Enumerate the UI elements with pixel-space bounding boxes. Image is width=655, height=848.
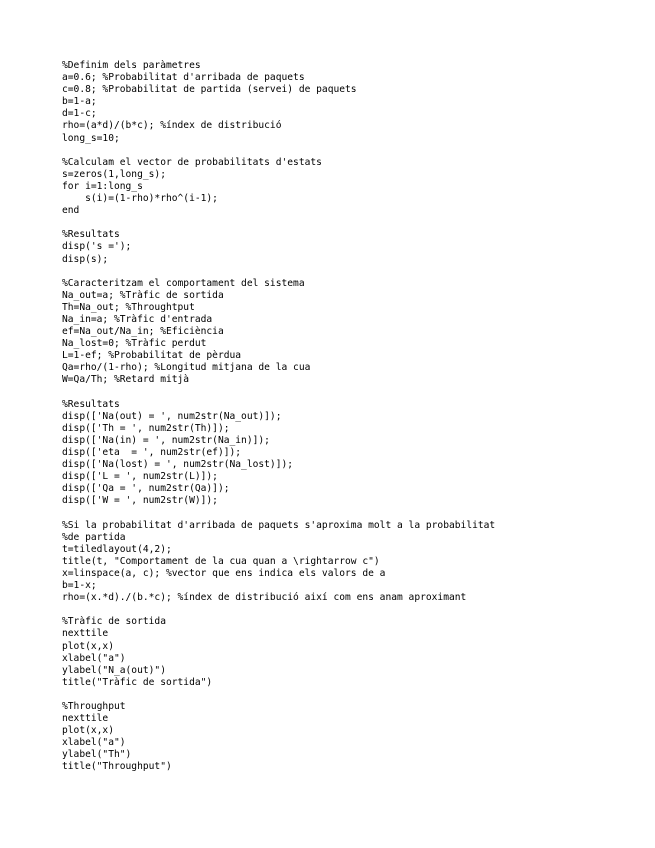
code-line: Na_lost=0; %Tràfic perdut <box>62 338 207 350</box>
code-line: %Throughput <box>62 700 126 712</box>
code-line: disp(['L = ', num2str(L)]); <box>62 471 218 483</box>
code-line: %Si la probabilitat d'arribada de paquets s'aproxima molt a la probabilitat <box>62 519 496 531</box>
code-line: %Caracteritzam el comportament del sistema <box>62 277 305 289</box>
code-line: long_s=10; <box>62 132 120 144</box>
code-line: t=tiledlayout(4,2); <box>62 543 172 555</box>
code-line: rho=(x.*d)./(b.*c); %índex de distribució així com ens anam aproximant <box>62 592 467 604</box>
code-line: a=0.6; %Probabilitat d'arribada de paquets <box>62 72 305 84</box>
code-line: disp(['Th = ', num2str(Th)]); <box>62 422 230 434</box>
code-line <box>62 266 495 278</box>
code-line: Qa=rho/(1-rho); %Longitud mitjana de la cua <box>62 362 311 374</box>
code-line: ylabel("Th") <box>62 749 132 761</box>
code-line: %Tràfic de sortida <box>62 616 166 628</box>
code-line: for i=1:long_s <box>62 180 143 192</box>
code-line <box>62 145 495 157</box>
code-line <box>62 507 495 519</box>
code-line: plot(x,x) <box>62 640 114 652</box>
code-line: x=linspace(a, c); %vector que ens indica els valors de a <box>62 567 386 579</box>
code-line: Th=Na_out; %Throughtput <box>62 301 195 313</box>
code-line <box>62 689 495 701</box>
code-line: %Resultats <box>62 229 120 241</box>
code-line <box>62 387 495 399</box>
code-listing <box>62 60 495 774</box>
code-line: disp(['eta = ', num2str(ef)]); <box>62 447 242 458</box>
code-line: b=1-x; <box>62 580 97 592</box>
code-line: L=1-ef; %Probabilitat de pèrdua <box>62 350 242 362</box>
code-line: s=zeros(1,long_s); <box>62 168 166 180</box>
code-line: %Calculam el vector de probabilitats d'estats <box>62 156 322 168</box>
code-line: title(t, "Comportament de la cua quan a \rightarrow c") <box>62 555 380 567</box>
code-line: b=1-a; <box>62 96 97 108</box>
code-line: end <box>62 205 80 217</box>
code-line: Na_in=a; %Tràfic d'entrada <box>62 313 213 325</box>
code-line: disp(['Qa = ', num2str(Qa)]); <box>62 483 230 495</box>
code-line: disp('s ='); <box>62 241 132 253</box>
code-line: nexttile <box>62 628 109 640</box>
code-line: %de partida <box>62 531 126 543</box>
code-line: nexttile <box>62 713 109 725</box>
code-line: xlabel("a") <box>62 737 126 749</box>
code-line: d=1-c; <box>62 108 97 120</box>
code-line: %Definim dels paràmetres <box>62 60 201 71</box>
code-line: disp(s); <box>62 253 109 265</box>
code-line: disp(['W = ', num2str(W)]); <box>62 495 218 507</box>
code-line: %Resultats <box>62 398 120 410</box>
code-line <box>62 604 495 616</box>
code-line: plot(x,x) <box>62 725 114 737</box>
code-line: disp(['Na(in) = ', num2str(Na_in)]); <box>62 434 270 446</box>
code-line <box>62 217 495 229</box>
code-line: xlabel("a") <box>62 652 126 664</box>
code-line: W=Qa/Th; %Retard mitjà <box>62 374 190 386</box>
code-line: disp(['Na(lost) = ', num2str(Na_lost)]); <box>62 459 294 471</box>
code-line: rho=(a*d)/(b*c); %índex de distribució <box>62 120 282 132</box>
code-line: c=0.8; %Probabilitat de partida (servei) de paquets <box>62 84 357 96</box>
code-line: disp(['Na(out) = ', num2str(Na_out)]); <box>62 410 282 422</box>
code-line: s(i)=(1-rho)*rho^(i-1); <box>62 193 218 205</box>
code-line: title("Tràfic de sortida") <box>62 676 213 688</box>
code-line: ylabel("N_a(out)") <box>62 664 166 676</box>
code-line: title("Throughput") <box>62 761 172 773</box>
code-line: ef=Na_out/Na_in; %Eficiència <box>62 326 224 338</box>
code-line: Na_out=a; %Tràfic de sortida <box>62 289 224 301</box>
